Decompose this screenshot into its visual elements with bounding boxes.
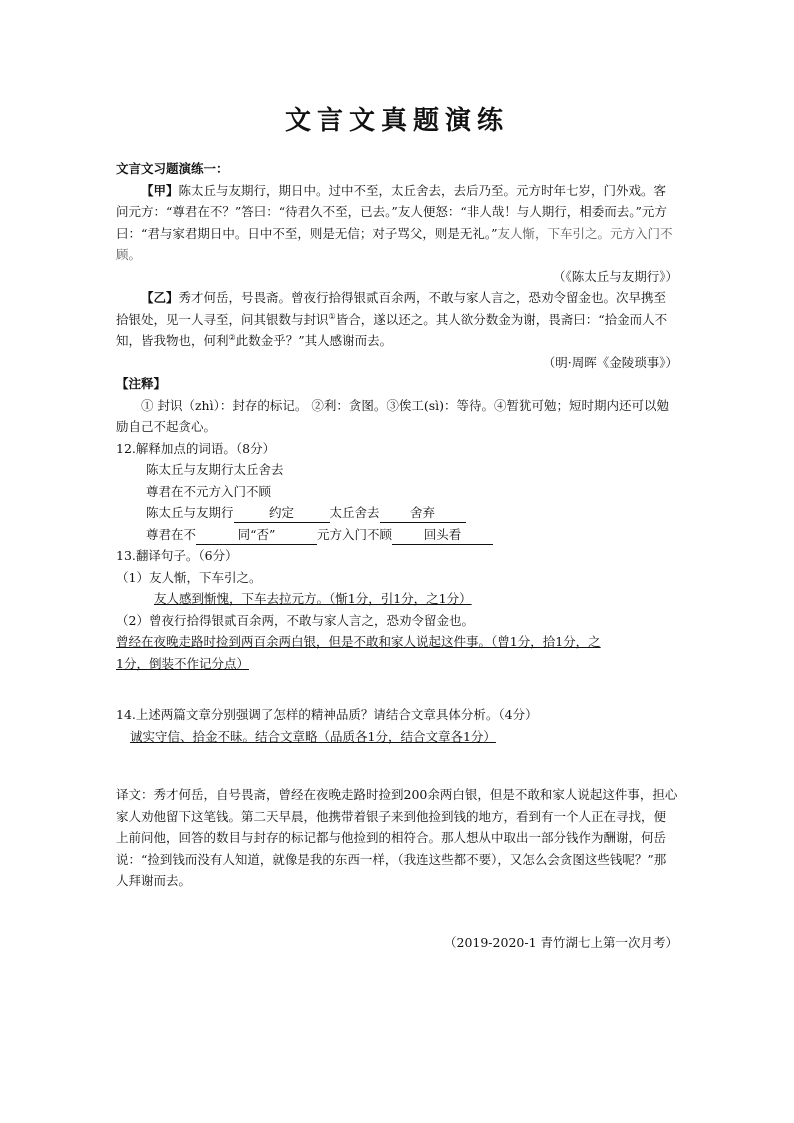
passage-jia-label: 【甲】 — [141, 182, 179, 198]
notes-heading: 【注释】 — [116, 376, 167, 391]
note-marker-2: ② — [228, 332, 236, 342]
q12-answer-1: 约定 — [234, 504, 330, 523]
q14-stem: 14.上述两篇文章分别强调了怎样的精神品质？请结合文章具体分析。（4分） — [116, 707, 538, 722]
q13-answer-2-line-2: 1分，倒装不作记分点） — [116, 655, 249, 671]
q14-answer-text: 诚实守信、拾金不昧。结合文章略（品质各1分，结合文章各1分） — [130, 728, 496, 744]
q12-answer-4: 回头看 — [392, 526, 493, 545]
q13-sentence-2: （2）曾夜行拾得银贰百余两，不敢与家人言之，恐劝令留金也。 — [116, 612, 474, 628]
q12-line-2: 尊君在不元方入门不顾 — [146, 483, 272, 499]
note-marker-1: ① — [328, 311, 336, 321]
notes-text: ① 封识（zhì）：封存的标记。 ②利：贪图。③俟工(sì)：等待。④暂犹可勉；短时期内还可以勉励自己不起贪心。 — [116, 397, 669, 434]
q13-sentence-1: （1）友人惭，下车引之。 — [116, 569, 262, 585]
q12-prefix-4: 元方入门不顾 — [317, 526, 393, 542]
spacer — [116, 747, 678, 784]
q13-stem: 13.翻译句子。（6分） — [116, 548, 238, 563]
q13-answer-2-line-1: 曾经在夜晚走路时捡到两百余两白银，但是不敢和家人说起这件事。（曾1分，拾1分，之 — [116, 634, 601, 649]
q12-answer-row-1 — [116, 502, 678, 524]
passage-jia — [116, 180, 678, 266]
q14-answer — [116, 726, 678, 748]
passage-yi-text-b: 皆合，遂以还之。其人欲分数金为谢，畏斋曰：“拾金而人不知，皆我物也，何利 — [116, 311, 668, 348]
passage-yi-text-a: 秀才何岳，号畏斋。曾夜行拾得银贰百余两，不敢与家人言之，恐劝令留金也。次早携至拾银处，见一人寻至，问其银数与封识 — [116, 290, 667, 327]
q12-prefix-2: 太丘舍去 — [329, 505, 380, 520]
spacer — [116, 674, 678, 704]
q13-answer-1 — [116, 588, 678, 610]
q12-answer-2: 舍弃 — [380, 504, 466, 523]
q12-prefix-1: 陈太丘与友期行 — [146, 505, 234, 520]
q12-answer-row-2 — [116, 524, 678, 546]
translation-text: 译文：秀才何岳，自号畏斋，曾经在夜晚走路时捡到200余两白银，但是不敢和家人说起这件事，担心家人劝他留下这笔钱。第二天早晨，他携带着银子来到他捡到钱的地方，看到有一个人正在寻找，便上前问他，回答的数目与封存的标记都与他捡到的相符合。那人想从中取出一部分钱作为酬谢，何岳说：“捡到钱而没有人知道，就像是我的东西一样，（我连这些都不要），又怎么会贪图这些钱呢？”那人拜谢而去。 — [116, 787, 678, 888]
page-title: 文言文真题演练 — [284, 106, 509, 136]
passage-yi-label: 【乙】 — [141, 290, 179, 305]
document-body — [116, 158, 678, 953]
q13-answer-1-text: 友人感到惭愧，下车去拉元方。（惭1分，引1分，之1分） — [154, 591, 472, 606]
q12-answer-3: 同“否” — [196, 526, 317, 545]
q12-stem: 12.解释加点的词语。（8分） — [116, 440, 276, 456]
q12-line-1: 陈太丘与友期行太丘舍去 — [146, 462, 284, 477]
footer-source: （2019-2020-1 青竹湖七上第一次月考） — [444, 934, 678, 950]
spacer — [116, 892, 678, 932]
passage-yi — [116, 287, 678, 352]
q12-prefix-3: 尊君在不 — [146, 526, 197, 542]
passage-yi-source: （明·周晖《金陵琐事》） — [542, 354, 678, 370]
section-heading: 文言文习题演练一： — [116, 161, 229, 176]
passage-jia-text: 陈太丘与友期行，期日中。过中不至，太丘舍去，去后乃至。元方时年七岁，门外戏。客问元方：“尊君在不？”答曰：“待君久不至，已去。”友人便怒：“非人哉！与人期行，相委而去。”元方曰：“君与家君期日中。日中不至，则是无信；对子骂父，则是无礼。” — [116, 182, 667, 241]
passage-yi-text-c: 此数金乎？”其人感谢而去。 — [235, 333, 393, 348]
passage-jia-text-grey: 友人惭，下车引之。元方入门不顾。 — [116, 225, 673, 262]
passage-jia-source: （《陈太丘与友期行》） — [552, 268, 678, 284]
